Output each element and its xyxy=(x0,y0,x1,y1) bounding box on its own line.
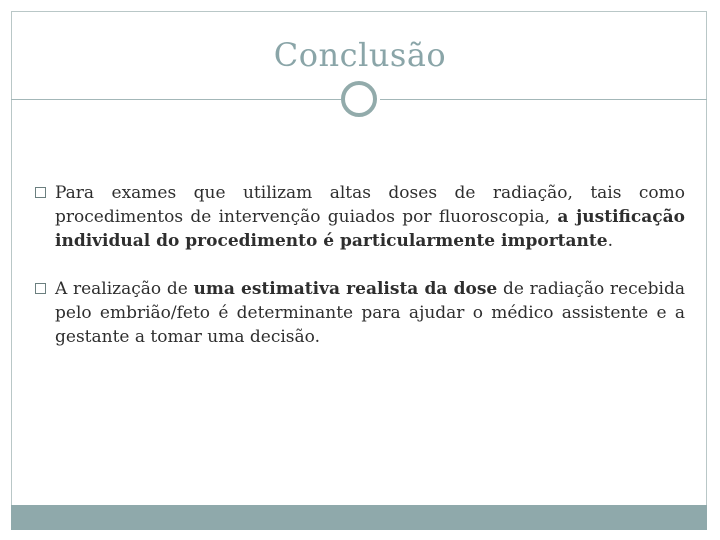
bullet-text xyxy=(55,277,685,349)
title-divider-left xyxy=(11,99,341,100)
bullet-text-normal: A realização de xyxy=(55,279,194,299)
title-divider-right xyxy=(380,99,707,100)
bullet-text xyxy=(55,181,685,253)
bullet-text-normal: Para exames que utilizam altas doses de radiação, tais como procedimentos de intervenção guiados por fluoroscopia, xyxy=(55,183,685,227)
bullet-item xyxy=(35,181,685,253)
bullet-item xyxy=(35,277,685,349)
bullet-text-end: de radiação recebida pelo embrião/feto é determinante para ajudar o médico assistente e a gestante a tomar uma decisão. xyxy=(55,279,685,347)
bullet-text-bold: uma estimativa realista da dose xyxy=(193,279,498,299)
bullet-list xyxy=(35,181,685,349)
bullet-text-end: . xyxy=(607,231,613,251)
slide-title: Conclusão xyxy=(273,36,447,74)
square-bullet-icon xyxy=(35,283,46,294)
square-bullet-icon xyxy=(35,187,46,198)
footer-accent-bar xyxy=(11,505,707,530)
circle-ornament-icon xyxy=(341,81,377,117)
bullet-text-bold: a justificação individual do procedimento é particularmente importante xyxy=(55,207,685,251)
